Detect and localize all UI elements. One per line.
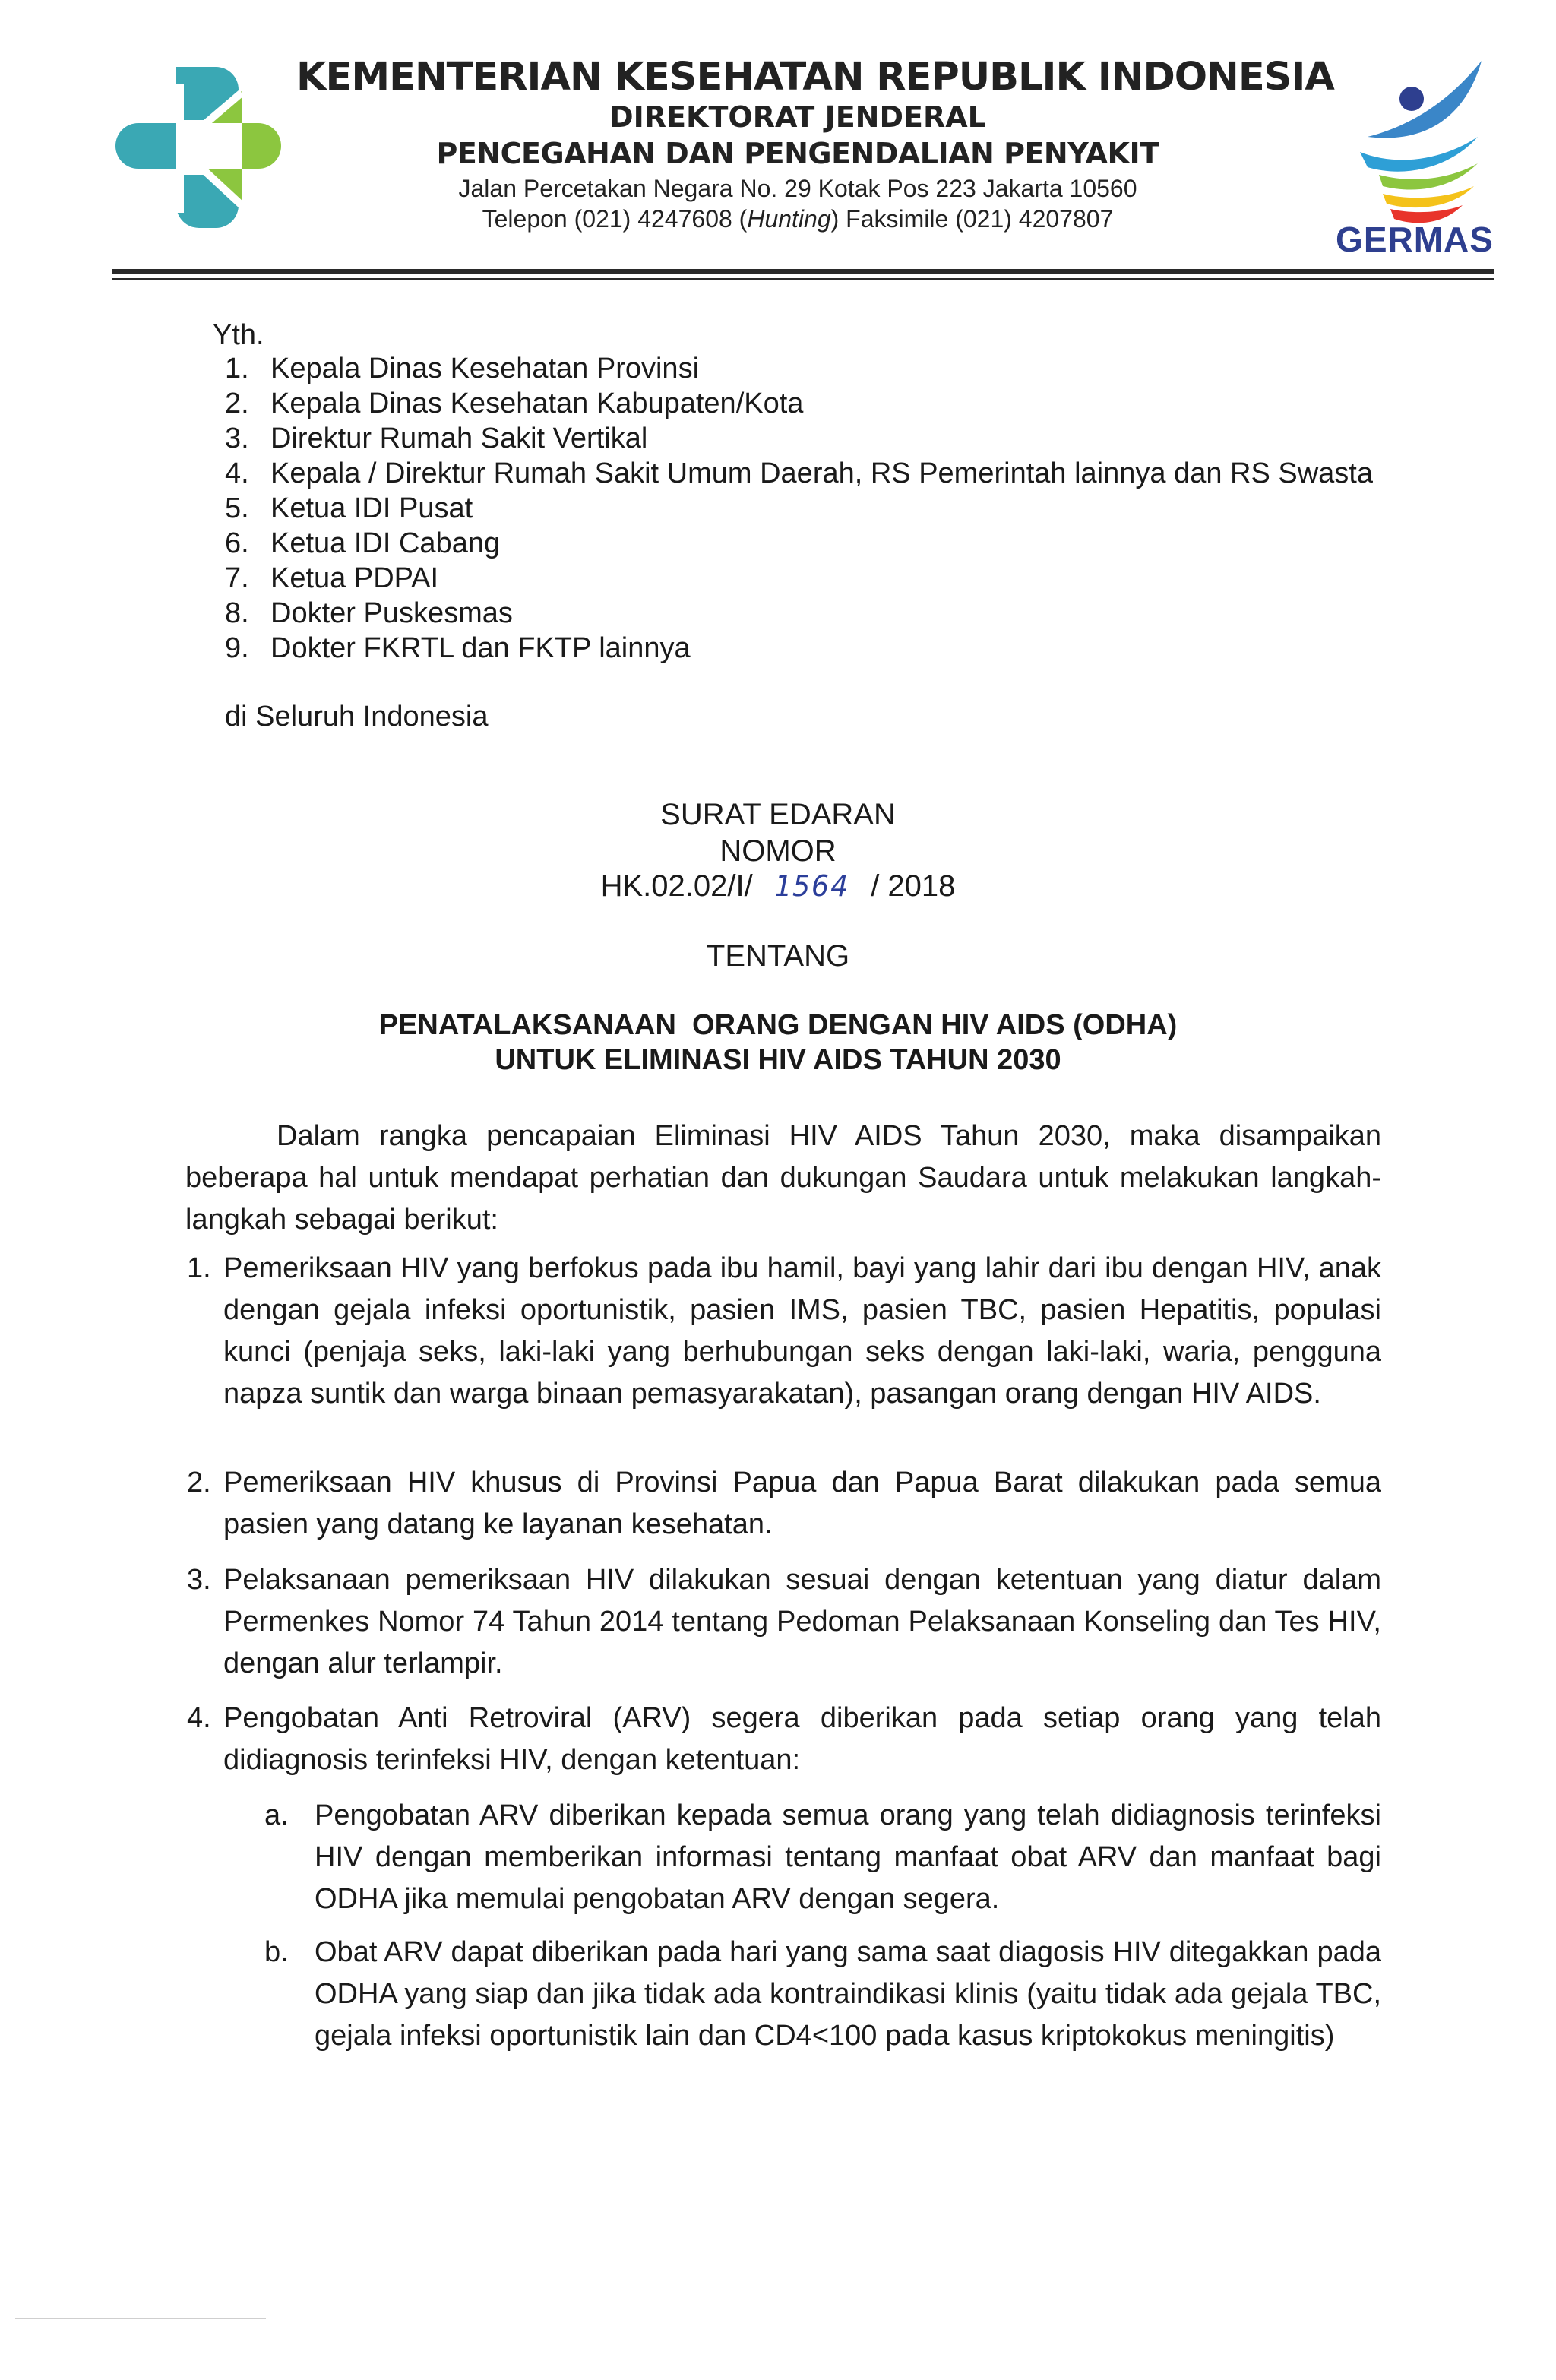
document-number (0, 869, 1556, 904)
recipient-number: 3. (225, 423, 249, 454)
recipient-item (225, 631, 1365, 666)
recipient-list (225, 351, 1373, 666)
body-item (187, 1248, 1381, 1415)
recipient-number: 7. (225, 562, 249, 594)
subitem-text: Pengobatan ARV diberikan kepada semua orang yang telah didiagnosis terinfeksi HIV dengan memberikan informasi tentang manfaat obat ARV dan manfaat bagi ODHA jika memulai pengobatan ARV dengan segera. (315, 1799, 1381, 1915)
recipient-number: 1. (225, 353, 249, 385)
header-rule (112, 269, 1494, 274)
scan-artifact-line (15, 2318, 266, 2319)
item-number: 1. (187, 1252, 211, 1284)
item-text: Pengobatan Anti Retroviral (ARV) segera diberikan pada setiap orang yang telah didiagnosis terinfeksi HIV, dengan ketentuan: (223, 1702, 1381, 1776)
body-subitem (264, 1795, 1381, 1920)
recipient-text: Ketua PDPAI (270, 562, 439, 594)
number-prefix: HK.02.02/I/ (600, 869, 753, 903)
office-address: Jalan Percetakan Negara No. 29 Kotak Pos 223 Jakarta 10560 (458, 175, 1137, 202)
recipient-number: 4. (225, 457, 249, 489)
subitem-letter: a. (264, 1799, 289, 1831)
recipient-item (225, 526, 1365, 561)
subject-line-1: PENATALAKSANAAN ORANG DENGAN HIV AIDS (ODHA) (378, 1009, 1178, 1041)
recipient-item (225, 596, 1365, 631)
recipient-number: 8. (225, 597, 249, 629)
number-suffix: / 2018 (871, 869, 956, 903)
body-subitem (264, 1932, 1381, 2057)
phone-hunting: Hunting (747, 205, 831, 233)
document-type: SURAT EDARAN (660, 798, 896, 831)
item-text: Pemeriksaan HIV khusus di Provinsi Papua dan Papua Barat dilakukan pada semua pasien yang datang ke layanan kesehatan. (223, 1467, 1381, 1540)
recipient-closing: di Seluruh Indonesia (225, 701, 489, 733)
item-number: 2. (187, 1467, 211, 1499)
recipient-text: Ketua IDI Pusat (270, 492, 473, 524)
subitem-letter: b. (264, 1936, 289, 1968)
item-number: 3. (187, 1564, 211, 1596)
germas-wordmark: GERMAS (1336, 220, 1494, 259)
directorate-name: DIREKTORAT JENDERAL (609, 100, 986, 134)
phone-suffix: ) Faksimile (021) 4207807 (830, 205, 1114, 233)
subject-line-2: UNTUK ELIMINASI HIV AIDS TAHUN 2030 (495, 1044, 1061, 1076)
recipient-text: Direktur Rumah Sakit Vertikal (270, 423, 648, 454)
body-item (187, 1698, 1381, 1781)
recipient-item (225, 456, 1380, 491)
item-text: Pemeriksaan HIV yang berfokus pada ibu hamil, bayi yang lahir dari ibu dengan HIV, anak dengan gejala infeksi oportunistik, pasien IMS, pasien TBC, pasien Hepatitis, populasi kunci (penjaja seks, laki-laki yang berhubungan seks dengan laki-laki, waria, pengguna napza suntik dan warga binaan pemasyarakatan), pasangan orang dengan HIV AIDS. (223, 1252, 1381, 1410)
intro-paragraph: Dalam rangka pencapaian Eliminasi HIV AIDS Tahun 2030, maka disampaikan beberapa hal untuk mendapat perhatian dan dukungan Saudara untuk melakukan langkah-langkah sebagai berikut: (185, 1120, 1381, 1236)
division-name: PENCEGAHAN DAN PENGENDALIAN PENYAKIT (436, 137, 1159, 170)
about-label: TENTANG (706, 939, 850, 973)
recipient-text: Kepala Dinas Kesehatan Provinsi (270, 353, 700, 385)
recipient-number: 2. (225, 388, 249, 419)
phone-prefix: Telepon (021) 4247608 ( (482, 205, 748, 233)
recipient-number: 5. (225, 492, 249, 524)
recipient-item (225, 351, 1365, 386)
salutation: Yth. (213, 319, 264, 351)
number-label: NOMOR (719, 834, 837, 868)
header-rule-thin (112, 278, 1494, 280)
recipient-text: Dokter FKRTL dan FKTP lainnya (270, 632, 691, 664)
recipient-text: Kepala / Direktur Rumah Sakit Umum Daerah, RS Pemerintah lainnya dan RS Swasta (270, 457, 1373, 489)
body-item (187, 1462, 1381, 1546)
recipient-item (225, 386, 1365, 421)
recipient-text: Ketua IDI Cabang (270, 527, 501, 559)
recipient-text: Dokter Puskesmas (270, 597, 513, 629)
ministry-name: KEMENTERIAN KESEHATAN REPUBLIK INDONESIA (296, 55, 1334, 100)
recipient-number: 6. (225, 527, 249, 559)
subitem-text: Obat ARV dapat diberikan pada hari yang sama saat diagosis HIV ditegakkan pada ODHA yang siap dan jika tidak ada kontraindikasi klinis (yaitu tidak ada gejala TBC, gejala infeksi oportunistik lain dan CD4<100 pada kasus kriptokokus meningitis) (315, 1936, 1381, 2052)
office-phone (296, 205, 1299, 233)
body-item (187, 1559, 1381, 1685)
recipient-item (225, 561, 1365, 596)
item-number: 4. (187, 1702, 211, 1734)
recipient-item (225, 491, 1365, 526)
recipient-text: Kepala Dinas Kesehatan Kabupaten/Kota (270, 388, 804, 419)
item-text: Pelaksanaan pemeriksaan HIV dilakukan sesuai dengan ketentuan yang diatur dalam Permenkes Nomor 74 Tahun 2014 tentang Pedoman Pelaksanaan Konseling dan Tes HIV, dengan alur terlampir. (223, 1564, 1381, 1679)
kemenkes-logo-icon (114, 53, 289, 243)
recipient-number: 9. (225, 632, 249, 664)
handwritten-number: 1564 (773, 869, 850, 903)
recipient-item (225, 421, 1365, 456)
